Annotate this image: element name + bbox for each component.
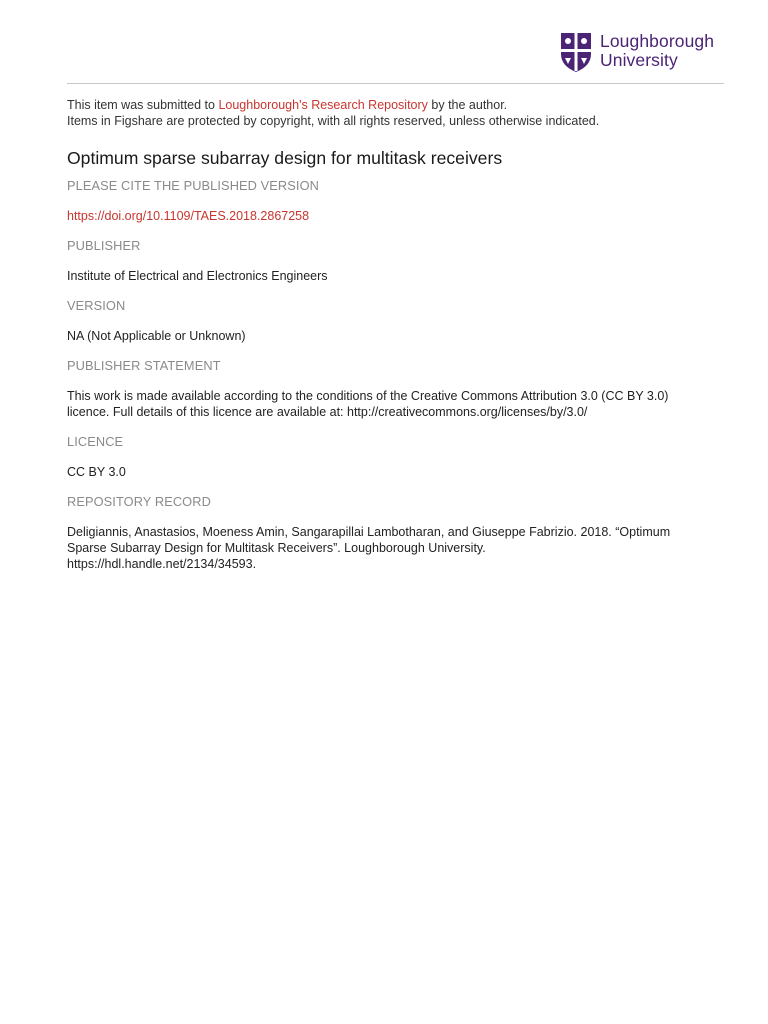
repository-link[interactable]: Loughborough's Research Repository	[218, 98, 428, 112]
intro-line-2: Items in Figshare are protected by copyright, with all rights reserved, unless otherwise indicated.	[67, 114, 600, 128]
document-title: Optimum sparse subarray design for multitask receivers	[67, 148, 503, 168]
version-label: VERSION	[67, 298, 126, 313]
statement-value	[67, 388, 727, 420]
cite-label: PLEASE CITE THE PUBLISHED VERSION	[67, 178, 319, 193]
record-line-1: Deligiannis, Anastasios, Moeness Amin, Sangarapillai Lambotharan, and Giuseppe Fabrizio. 2018. “Optimum	[67, 525, 671, 539]
statement-line-2: licence. Full details of this licence are available at: http://creativecommons.org/licenses/by/3.0/	[67, 405, 588, 419]
publisher-value: Institute of Electrical and Electronics Engineers	[67, 269, 328, 283]
record-line-2: Sparse Subarray Design for Multitask Receivers”. Loughborough University.	[67, 541, 486, 555]
intro-suffix: by the author.	[427, 98, 508, 112]
university-logo[interactable]	[560, 32, 714, 73]
version-value: NA (Not Applicable or Unknown)	[67, 329, 246, 343]
intro-line-1	[67, 97, 727, 113]
document-body	[67, 97, 727, 572]
statement-line-1: This work is made available according to the conditions of the Creative Commons Attribution 3.0 (CC BY 3.0)	[67, 389, 669, 403]
doi-link[interactable]: https://doi.org/10.1109/TAES.2018.2867258	[67, 209, 310, 223]
intro-notice	[67, 97, 727, 129]
record-value	[67, 524, 727, 572]
record-label: REPOSITORY RECORD	[67, 494, 211, 509]
university-crest-icon	[560, 32, 592, 73]
statement-label: PUBLISHER STATEMENT	[67, 358, 221, 373]
publisher-label: PUBLISHER	[67, 238, 141, 253]
logo-wordmark	[600, 32, 714, 70]
logo-line-1: Loughborough	[600, 31, 715, 51]
record-line-3: https://hdl.handle.net/2134/34593.	[67, 557, 257, 571]
header-divider	[67, 83, 724, 84]
intro-prefix: This item was submitted to	[67, 98, 219, 112]
licence-value: CC BY 3.0	[67, 465, 126, 479]
licence-label: LICENCE	[67, 434, 124, 449]
logo-line-2: University	[600, 50, 678, 70]
